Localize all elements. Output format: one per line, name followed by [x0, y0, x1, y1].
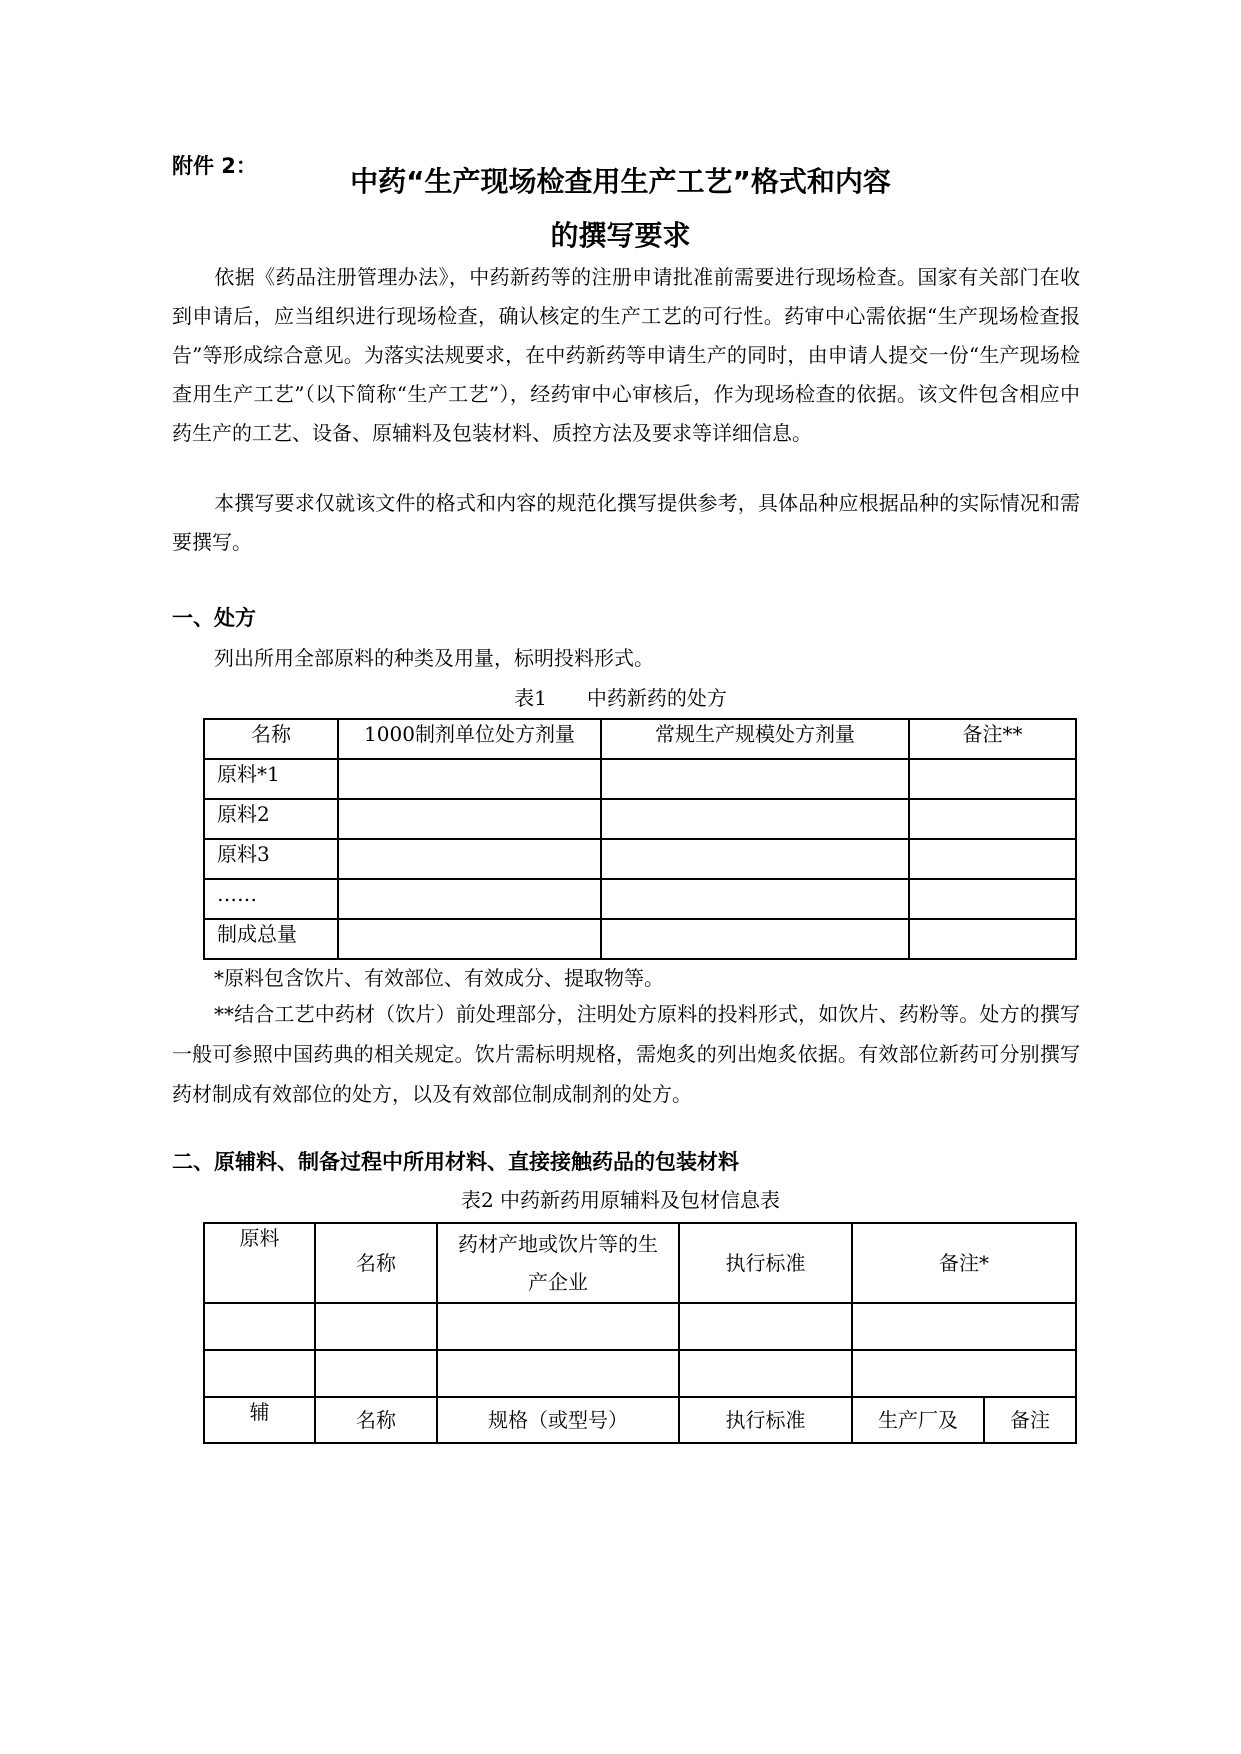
table-header-row	[204, 1223, 1076, 1303]
table-row	[204, 839, 1076, 879]
prescription-table	[203, 718, 1077, 960]
row-label: 原料3	[204, 839, 338, 879]
intro-paragraph-1: 依据《药品注册管理办法》，中药新药等的注册申请批准前需要进行现场检查。国家有关部门在收到申请后，应当组织进行现场检查，确认核定的生产工艺的可行性。药审中心需依据“生产现场检查报告”等形成综合意见。为落实法规要求，在中药新药等申请生产的同时，由申请人提交一份“生产现场检查用生产工艺”（以下简称“生产工艺”），经药审中心审核后，作为现场检查的依据。该文件包含相应中药生产的工艺、设备、原辅料及包装材料、质控方法及要求等详细信息。	[172, 265, 1080, 445]
table-row	[204, 919, 1076, 959]
table-header-cell: 名称	[315, 1223, 437, 1303]
row-label: ……	[204, 879, 338, 919]
table-header-cell: 药材产地或饮片等的生产企业	[437, 1223, 679, 1303]
table-header-cell: 名称	[204, 719, 338, 759]
table-header-cell: 1000制剂单位处方剂量	[338, 719, 601, 759]
row-label: 制成总量	[204, 919, 338, 959]
table-row	[204, 1303, 1076, 1350]
table-header-cell: 备注**	[909, 719, 1076, 759]
table-header-cell: 备注*	[852, 1223, 1076, 1303]
document-title-line2: 的撰写要求	[550, 219, 691, 252]
table-row	[204, 1350, 1076, 1397]
row-label: 原料*1	[204, 759, 338, 799]
table-header-cell: 执行标准	[679, 1223, 852, 1303]
table-header-cell: 备注	[984, 1397, 1076, 1443]
table-row	[204, 879, 1076, 919]
attachment-label: 附件 2：	[172, 154, 257, 178]
row-label: 原料2	[204, 799, 338, 839]
table-header-row	[204, 1397, 1076, 1443]
table1-caption: 表1 中药新药的处方	[514, 686, 727, 710]
table-row	[204, 759, 1076, 799]
table-header-cell: 执行标准	[679, 1397, 852, 1443]
section1-description: 列出所用全部原料的种类及用量，标明投料形式。	[214, 646, 654, 670]
table-header-cell: 辅	[204, 1397, 315, 1443]
table-header-cell: 原料	[204, 1223, 315, 1303]
footnote-1: *原料包含饮片、有效部位、有效成分、提取物等。	[214, 966, 664, 990]
intro-paragraph-2: 本撰写要求仅就该文件的格式和内容的规范化撰写提供参考，具体品种应根据品种的实际情况和需要撰写。	[172, 491, 1080, 554]
materials-table	[203, 1222, 1077, 1444]
table-header-row	[204, 719, 1076, 759]
table2-caption: 表2 中药新药用原辅料及包材信息表	[460, 1188, 781, 1212]
table-header-cell: 名称	[315, 1397, 437, 1443]
section2-heading: 二、原辅料、制备过程中所用材料、直接接触药品的包装材料	[172, 1150, 739, 1174]
document-title-line1: 中药“生产现场检查用生产工艺”格式和内容	[350, 165, 891, 198]
footnote-2: **结合工艺中药材（饮片）前处理部分，注明处方原料的投料形式，如饮片、药粉等。处方的撰写一般可参照中国药典的相关规定。饮片需标明规格，需炮炙的列出炮炙依据。有效部位新药可分别撰写药材制成有效部位的处方，以及有效部位制成制剂的处方。	[172, 1002, 1080, 1106]
table-row	[204, 799, 1076, 839]
table-header-cell: 常规生产规模处方剂量	[601, 719, 909, 759]
section1-heading: 一、处方	[172, 606, 256, 630]
table-header-cell: 生产厂及	[852, 1397, 984, 1443]
table-header-cell: 规格（或型号）	[437, 1397, 679, 1443]
